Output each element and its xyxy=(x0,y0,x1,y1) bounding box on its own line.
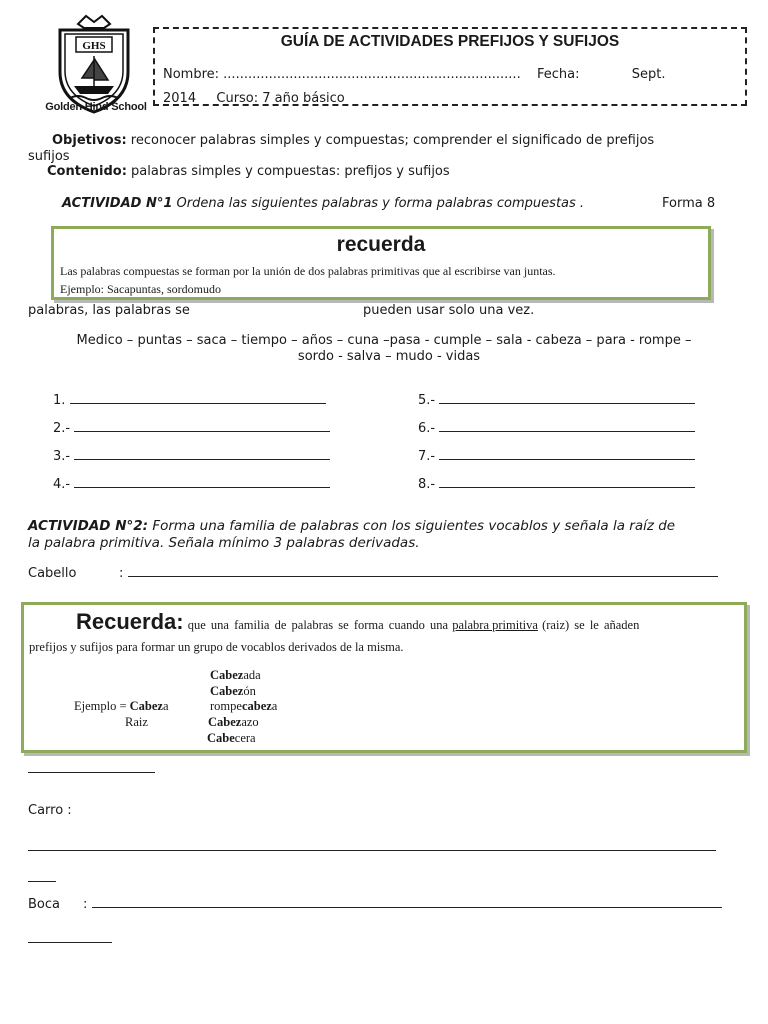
fecha-value: Sept. xyxy=(631,67,666,82)
answer-number: 3.- xyxy=(53,449,71,464)
cabello-colon: : xyxy=(119,566,124,581)
answer-blank-5[interactable] xyxy=(439,403,695,404)
actividad1-text: Ordena las siguientes palabras y forma palabras compuestas . xyxy=(176,196,585,211)
answer-row-4 xyxy=(53,477,330,492)
derived-word-1: Cabezada xyxy=(210,668,261,682)
derived-word-4: Cabezazo xyxy=(208,715,259,729)
actividad2-heading xyxy=(28,518,675,534)
ejemplo-line: Ejemplo = Cabeza xyxy=(74,699,169,713)
recuerda-title-2: Recuerda: xyxy=(76,609,184,634)
answer-number: 4.- xyxy=(53,477,71,492)
recuerda-box-2 xyxy=(21,602,747,753)
answer-blank-4[interactable] xyxy=(74,487,330,488)
recuerda-title-1: recuerda xyxy=(336,233,426,256)
year: 2014 xyxy=(163,91,197,106)
carro-blank[interactable] xyxy=(28,850,716,851)
recuerda-line-2: prefijos y sufijos para formar un grupo de vocablos derivados de la misma. xyxy=(29,640,404,654)
boca-colon: : xyxy=(83,897,88,912)
answer-blank-8[interactable] xyxy=(439,487,695,488)
derived-word-3: rompecabeza xyxy=(210,699,278,713)
answer-number: 1. xyxy=(53,393,66,408)
answer-row-3 xyxy=(53,449,330,464)
course-line xyxy=(163,91,345,106)
word-list-line-2: sordo - salva – mudo - vidas xyxy=(297,349,481,364)
recuerda-box-1 xyxy=(51,226,711,300)
answer-blank-7[interactable] xyxy=(439,459,695,460)
objetivos-text: reconocer palabras simples y compuestas; comprender el significado de prefijos xyxy=(130,133,655,148)
answer-number: 2.- xyxy=(53,421,71,436)
actividad2-text-1: Forma una familia de palabras con los siguientes vocablos y señala la raíz de xyxy=(152,518,676,534)
recuerda-text-a: que una familia de palabras se forma cuando una xyxy=(187,618,449,632)
answer-number: 6.- xyxy=(418,421,436,436)
actividad1-continuation-left: palabras, las palabras se xyxy=(28,303,190,318)
crest-initials: GHS xyxy=(82,40,106,52)
recuerda-text-b: (raiz) se le añaden xyxy=(542,618,640,632)
recuerda-example-1: Ejemplo: Sacapuntas, sordomudo xyxy=(60,282,221,296)
cabello-row xyxy=(28,566,76,581)
contenido-label: Contenido: xyxy=(47,164,127,179)
objetivos-label: Objetivos: xyxy=(52,133,127,148)
answer-row-8 xyxy=(418,477,695,492)
objetivos-continuation: sufijos xyxy=(28,149,70,164)
recuerda-line-1 xyxy=(76,609,639,635)
contenido-line xyxy=(47,164,450,179)
answer-blank-2[interactable] xyxy=(74,431,330,432)
word-list-line-1: Medico – puntas – saca – tiempo – años – cuna –pasa - cumple – sala - cabeza – para - rompe – xyxy=(76,333,692,348)
cabello-answer xyxy=(119,566,718,581)
name-date-line xyxy=(163,67,666,82)
cabello-label: Cabello xyxy=(28,566,77,581)
recuerda-text-1: Las palabras compuestas se forman por la unión de dos palabras primitivas que al escribirse van juntas. xyxy=(60,264,556,278)
actividad1-continuation-right: pueden usar solo una vez. xyxy=(363,303,535,318)
boca-blank-continuation[interactable] xyxy=(28,942,112,943)
boca-answer xyxy=(83,897,722,912)
actividad1-heading xyxy=(62,196,584,211)
raiz-label: Raiz xyxy=(125,715,148,729)
derived-word-2: Cabezón xyxy=(210,684,256,698)
nombre-field[interactable]: ........................................................................ xyxy=(223,67,521,82)
actividad1-tail: Forma 8 xyxy=(662,196,716,211)
actividad2-label: ACTIVIDAD N°2: xyxy=(28,518,149,534)
recuerda-underlined: palabra primitiva xyxy=(452,618,538,632)
answer-row-6 xyxy=(418,421,695,436)
course: Curso: 7 año básico xyxy=(216,91,345,106)
answer-row-5 xyxy=(418,393,695,408)
contenido-text: palabras simples y compuestas: prefijos y sufijos xyxy=(131,164,450,179)
boca-label: Boca xyxy=(28,897,60,912)
answer-blank-6[interactable] xyxy=(439,431,695,432)
cabello-blank[interactable] xyxy=(128,576,718,577)
answer-number: 7.- xyxy=(418,449,436,464)
objetivos-line xyxy=(52,133,654,148)
carro-blank-continuation[interactable] xyxy=(28,881,56,882)
fecha-label: Fecha: xyxy=(536,67,580,82)
worksheet-title: GUÍA DE ACTIVIDADES PREFIJOS Y SUFIJOS xyxy=(280,33,620,50)
derived-word-5: Cabecera xyxy=(207,731,256,745)
answer-row-7 xyxy=(418,449,695,464)
answer-blank-1[interactable] xyxy=(70,403,326,404)
nombre-label: Nombre: xyxy=(163,67,220,82)
answer-row-2 xyxy=(53,421,330,436)
answer-number: 8.- xyxy=(418,477,436,492)
boca-blank[interactable] xyxy=(92,907,722,908)
answer-number: 5.- xyxy=(418,393,436,408)
cabello-blank-continuation[interactable] xyxy=(28,772,155,773)
actividad1-label: ACTIVIDAD N°1 xyxy=(62,196,173,211)
answer-row-1 xyxy=(53,393,326,408)
actividad2-text-2: la palabra primitiva. Señala mínimo 3 palabras derivadas. xyxy=(28,535,420,551)
school-name: Golden Hind School xyxy=(45,101,147,113)
carro-label: Carro : xyxy=(28,803,72,818)
answer-blank-3[interactable] xyxy=(74,459,330,460)
